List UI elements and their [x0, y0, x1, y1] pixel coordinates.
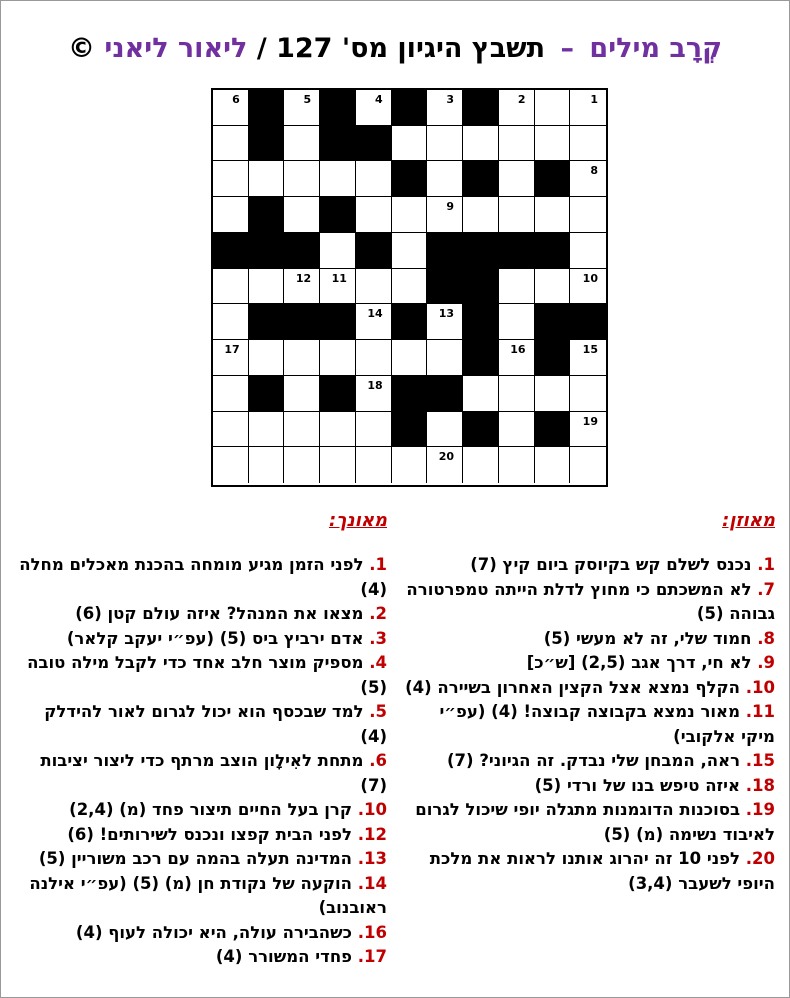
grid-cell-black — [463, 269, 499, 305]
grid-cell-black — [427, 269, 463, 305]
grid-cell-black — [463, 90, 499, 126]
grid-cell[interactable] — [570, 412, 606, 448]
grid-cell[interactable] — [284, 90, 320, 126]
across-clue-text: איזה טיפש בנו של ורדי (5) — [534, 775, 741, 795]
grid-cell[interactable] — [427, 90, 463, 126]
across-clue-number: 8 — [763, 628, 775, 648]
down-clue-number: 1 — [375, 555, 387, 574]
grid-cell[interactable] — [463, 447, 499, 483]
grid-cell-black — [392, 376, 428, 412]
grid-cell[interactable] — [535, 126, 571, 162]
grid-cell-black — [356, 126, 392, 162]
down-clue-text: למד שבכסף הוא יכול לגרום לאור להידלק (4) — [44, 702, 387, 746]
grid-cell[interactable] — [570, 90, 606, 126]
across-clue: 20. לפני 10 זה יהרוג אותנו לראות את מלכת היופי לשעבר (3,4) — [429, 849, 775, 893]
cell-number: 3 — [446, 93, 455, 106]
cell-number: 19 — [582, 414, 598, 428]
down-clue-list — [12, 553, 387, 970]
grid-cell[interactable] — [499, 90, 535, 126]
across-clue: 9. לא חי, דרך אגב (2,5) [ש״כ] — [526, 653, 775, 672]
across-clue-number: 20 — [752, 849, 775, 868]
cell-number: 8 — [590, 164, 598, 178]
grid-cell[interactable] — [463, 376, 499, 412]
grid-cell[interactable] — [392, 126, 428, 162]
cell-number: 11 — [331, 271, 347, 285]
across-clue-text: ראה, המבחן שלי נבדק. זה הגיוני? (7) — [447, 751, 741, 770]
grid-cell[interactable] — [427, 126, 463, 162]
across-clue-text: בסוכנות הדוגמנות מתגלה יופי שיכול לגרום לאיבוד נשימה (מ) (5) — [415, 800, 775, 844]
grid-cell-black — [249, 233, 285, 269]
grid-cell[interactable] — [249, 161, 285, 197]
grid-cell[interactable] — [213, 126, 249, 162]
across-clue: 11. מאור נמצא בקבוצה קבוצה! (4) (עפ״י מיקי אלקובי) — [439, 702, 775, 746]
grid-cell[interactable] — [320, 447, 356, 483]
down-clue-number: 12 — [364, 824, 387, 844]
grid-cell[interactable] — [499, 197, 535, 233]
cell-number: 2 — [517, 93, 526, 106]
across-clue-text: לא חי, דרך אגב (2,5) [ש״כ] — [526, 653, 752, 672]
grid-cell[interactable] — [284, 161, 320, 197]
down-clue-text: מספיק מוצר חלב אחד כדי לקבל מילה טובה (5) — [27, 653, 387, 697]
down-clue-number: 17 — [364, 947, 387, 966]
grid-cell[interactable] — [284, 126, 320, 162]
down-clue-number: 4 — [375, 653, 387, 672]
grid-cell[interactable] — [499, 126, 535, 162]
grid-cell[interactable] — [320, 269, 356, 305]
down-clue-text: לפני הבית קפצו ונכנס לשירותים! (6) — [67, 824, 353, 844]
grid-cell-black — [249, 304, 285, 340]
cell-number: 12 — [295, 271, 312, 285]
down-clue-number: 2 — [375, 604, 387, 623]
grid-cell[interactable] — [213, 197, 249, 233]
grid-cell-black — [463, 340, 499, 376]
down-heading: מאונך: — [328, 510, 387, 531]
grid-cell[interactable] — [356, 90, 392, 126]
down-clue-number: 13 — [364, 849, 387, 868]
grid-cell-black — [356, 233, 392, 269]
grid-cell[interactable] — [213, 161, 249, 197]
across-heading: מאוזן: — [722, 510, 775, 531]
grid-cell[interactable] — [356, 447, 392, 483]
cell-number: 18 — [367, 378, 383, 392]
grid-cell[interactable] — [392, 197, 428, 233]
title-separator: – — [560, 33, 574, 64]
grid-cell[interactable] — [284, 376, 320, 412]
down-clue: 2. מצאו את המנהל? איזה עולם קטן (6) — [75, 604, 387, 623]
grid-cell[interactable] — [213, 269, 249, 305]
grid-cell[interactable] — [570, 197, 606, 233]
grid-cell-black — [320, 197, 356, 233]
grid-cell-black — [249, 90, 285, 126]
grid-cell[interactable] — [392, 233, 428, 269]
grid-cell-black — [392, 161, 428, 197]
grid-cell[interactable] — [392, 269, 428, 305]
grid-cell[interactable] — [392, 340, 428, 376]
grid-cell-black — [535, 412, 571, 448]
grid-cell[interactable] — [356, 197, 392, 233]
grid-cell[interactable] — [213, 376, 249, 412]
grid-cell-black — [535, 161, 571, 197]
down-clue: 4. מספיק מוצר חלב אחד כדי לקבל מילה טובה (5) — [27, 653, 387, 697]
grid-cell-black — [213, 233, 249, 269]
grid-cell-black — [249, 197, 285, 233]
down-clue-number: 6 — [375, 751, 387, 770]
grid-cell-black — [535, 304, 571, 340]
cell-number: 14 — [367, 307, 383, 321]
grid-cell-black — [463, 233, 499, 269]
grid-cell[interactable] — [570, 233, 606, 269]
cell-number: 16 — [510, 343, 526, 357]
grid-cell-black — [463, 412, 499, 448]
across-clue-number: 7 — [763, 579, 775, 599]
grid-cell[interactable] — [427, 304, 463, 340]
grid-cell[interactable] — [213, 447, 249, 483]
grid-cell[interactable] — [213, 304, 249, 340]
grid-cell-black — [392, 412, 428, 448]
grid-cell-black — [249, 126, 285, 162]
across-clue: 18. איזה טיפש בנו של ורדי (5) — [534, 775, 775, 795]
down-clue-number: 16 — [364, 922, 387, 942]
grid-cell-black — [284, 304, 320, 340]
grid-cell[interactable] — [427, 197, 463, 233]
cell-number: 4 — [374, 93, 383, 106]
down-clue-number: 14 — [364, 873, 387, 893]
down-clue: 5. למד שבכסף הוא יכול לגרום לאור להידלק (4) — [44, 702, 387, 746]
grid-cell[interactable] — [427, 447, 463, 483]
grid-cell-black — [284, 233, 320, 269]
grid-cell[interactable] — [284, 197, 320, 233]
across-clue-number: 1 — [763, 555, 775, 574]
grid-cell[interactable] — [356, 340, 392, 376]
down-clue-number: 5 — [375, 702, 387, 721]
across-clue: 1. נכנס לשלם קש בקיוסק ביום קיץ (7) — [470, 555, 775, 574]
grid-cell[interactable] — [320, 412, 356, 448]
grid-cell[interactable] — [249, 269, 285, 305]
grid-cell[interactable] — [249, 447, 285, 483]
grid-cell[interactable] — [499, 269, 535, 305]
across-clue-number: 15 — [752, 751, 775, 770]
grid-cell-black — [427, 233, 463, 269]
grid-cell[interactable] — [570, 447, 606, 483]
grid-cell[interactable] — [284, 340, 320, 376]
grid-cell[interactable] — [356, 376, 392, 412]
grid-cell-black — [320, 376, 356, 412]
grid-cell[interactable] — [284, 412, 320, 448]
across-clue: 15. ראה, המבחן שלי נבדק. זה הגיוני? (7) — [447, 751, 775, 770]
grid-cell[interactable] — [284, 269, 320, 305]
grid-cell-black — [535, 233, 571, 269]
grid-cell[interactable] — [535, 197, 571, 233]
across-clue: 8. חמוד שלי, זה לא מעשי (5) — [543, 628, 775, 648]
grid-cell-black — [249, 376, 285, 412]
grid-cell-black — [320, 126, 356, 162]
grid-cell[interactable] — [427, 340, 463, 376]
across-clue-text: מאור נמצא בקבוצה קבוצה! (4) (עפ״י מיקי אלקובי) — [439, 702, 775, 746]
grid-cell[interactable] — [320, 161, 356, 197]
down-clue-text: אדם ירביץ ביס (5) (עפ״י יעקב קלאר) — [66, 628, 364, 648]
grid-cell-black — [320, 304, 356, 340]
down-clue-text: לפני הזמן מגיע מומחה בהכנת מאכלים מחלה (4) — [19, 555, 387, 599]
grid-cell-black — [427, 376, 463, 412]
grid-cell[interactable] — [427, 412, 463, 448]
across-clues — [405, 510, 775, 896]
across-clue-number: 19 — [752, 800, 775, 819]
grid-cell[interactable] — [535, 447, 571, 483]
grid-cell[interactable] — [570, 376, 606, 412]
grid-cell[interactable] — [499, 447, 535, 483]
crossword-grid — [211, 88, 608, 487]
title-brand: קְרָב מילים — [589, 33, 722, 64]
grid-cell-black — [463, 161, 499, 197]
down-clue: 1. לפני הזמן מגיע מומחה בהכנת מאכלים מחלה (4) — [19, 555, 387, 599]
title-main: תשבץ היגיון מס' 127 / — [256, 33, 546, 64]
down-clue: 10. קרן בעל החיים תיצור פחד (מ) (2,4) — [69, 800, 387, 819]
down-clue-text: המדינה תעלה בהמה עם רכב משוריין (5) — [38, 849, 353, 868]
across-clue-number: 11 — [752, 702, 775, 721]
cell-number: 17 — [224, 343, 240, 357]
cell-number: 7 — [374, 128, 383, 142]
title-author: ליאור ליאני — [104, 33, 248, 64]
down-clue-number: 3 — [375, 628, 387, 648]
grid-cell-black — [463, 304, 499, 340]
grid-cell[interactable] — [499, 161, 535, 197]
across-clue-list — [405, 553, 775, 896]
cell-number: 5 — [303, 93, 312, 106]
grid-cell[interactable] — [570, 126, 606, 162]
down-clue-text: קרן בעל החיים תיצור פחד (מ) (2,4) — [69, 800, 353, 819]
grid-cell[interactable] — [570, 269, 606, 305]
grid-cell[interactable] — [356, 304, 392, 340]
down-clue: 6. מתחת לאִילָון הוצב מרתף כדי ליצור יציבות (7) — [40, 751, 387, 795]
down-clue: 14. הוקעה של נקודת חן (מ) (5) (עפ״י אילנה ראובנוב) — [29, 873, 387, 917]
cell-number: 10 — [582, 271, 598, 285]
grid-cell-black — [392, 304, 428, 340]
grid-cell[interactable] — [356, 161, 392, 197]
grid-cell[interactable] — [570, 340, 606, 376]
grid-cell[interactable] — [499, 340, 535, 376]
grid-cell[interactable] — [463, 197, 499, 233]
down-clue: 16. כשהבירה עולה, היא יכולה לעוף (4) — [75, 922, 387, 942]
cell-number: 13 — [438, 307, 455, 321]
grid-cell[interactable] — [535, 269, 571, 305]
grid-cell-black — [535, 340, 571, 376]
down-clue-text: פחדי המשורר (4) — [215, 947, 353, 966]
grid-cell-black — [392, 90, 428, 126]
across-clue: 19. בסוכנות הדוגמנות מתגלה יופי שיכול לגרום לאיבוד נשימה (מ) (5) — [415, 800, 775, 844]
grid-cell-black — [320, 90, 356, 126]
grid-cell[interactable] — [463, 126, 499, 162]
grid-cell[interactable] — [499, 376, 535, 412]
page-title — [0, 32, 790, 66]
grid-cell[interactable] — [213, 90, 249, 126]
down-clue: 13. המדינה תעלה בהמה עם רכב משוריין (5) — [38, 849, 387, 868]
grid-cell[interactable] — [320, 233, 356, 269]
down-clue-text: כשהבירה עולה, היא יכולה לעוף (4) — [75, 922, 353, 942]
grid-cell-black — [570, 304, 606, 340]
grid-cell[interactable] — [356, 412, 392, 448]
cell-number: 9 — [446, 200, 455, 214]
cell-number: 20 — [438, 450, 455, 464]
grid-cell[interactable] — [213, 340, 249, 376]
grid-cell[interactable] — [499, 304, 535, 340]
grid-cell[interactable] — [535, 376, 571, 412]
across-clue-text: לפני 10 זה יהרוג אותנו לראות את מלכת היופי לשעבר (3,4) — [429, 849, 775, 893]
across-clue-text: חמוד שלי, זה לא מעשי (5) — [543, 628, 752, 648]
across-clue-text: לא המשכתם כי מחוץ לדלת הייתה טמפרטורה גבוהה (5) — [406, 579, 775, 623]
grid-cell[interactable] — [213, 412, 249, 448]
grid-cell-black — [499, 233, 535, 269]
down-clues — [12, 510, 387, 970]
down-clue: 12. לפני הבית קפצו ונכנס לשירותים! (6) — [67, 824, 387, 844]
across-clue-number: 9 — [763, 653, 775, 672]
down-clue-number: 10 — [364, 800, 387, 819]
cell-number: 1 — [590, 93, 598, 106]
grid-cell[interactable] — [356, 269, 392, 305]
grid-cell[interactable] — [249, 412, 285, 448]
down-clue-text: הוקעה של נקודת חן (מ) (5) (עפ״י אילנה ראובנוב) — [29, 873, 387, 917]
grid-cell[interactable] — [535, 90, 571, 126]
grid-cell[interactable] — [570, 161, 606, 197]
grid-cell[interactable] — [284, 447, 320, 483]
down-clue: 3. אדם ירביץ ביס (5) (עפ״י יעקב קלאר) — [66, 628, 387, 648]
grid-cell[interactable] — [499, 412, 535, 448]
cell-number: 15 — [582, 343, 598, 357]
grid-cell[interactable] — [249, 340, 285, 376]
down-clue-text: מצאו את המנהל? איזה עולם קטן (6) — [75, 604, 364, 623]
across-clue-text: נכנס לשלם קש בקיוסק ביום קיץ (7) — [470, 555, 752, 574]
across-clue-number: 18 — [752, 775, 775, 795]
down-clue: 17. פחדי המשורר (4) — [215, 947, 387, 966]
across-clue: 10. הקלף נמצא אצל הקצין האחרון בשיירה (4) — [405, 677, 775, 697]
cell-number: 6 — [232, 93, 240, 106]
down-clue-text: מתחת לאִילָון הוצב מרתף כדי ליצור יציבות (7) — [40, 751, 387, 795]
across-clue-number: 10 — [752, 677, 775, 697]
grid-cell[interactable] — [320, 340, 356, 376]
grid-cell[interactable] — [392, 447, 428, 483]
across-clue: 7. לא המשכתם כי מחוץ לדלת הייתה טמפרטורה גבוהה (5) — [406, 579, 775, 623]
grid-cell[interactable] — [427, 161, 463, 197]
title-copyright: © — [68, 33, 95, 64]
across-clue-text: הקלף נמצא אצל הקצין האחרון בשיירה (4) — [405, 677, 741, 697]
